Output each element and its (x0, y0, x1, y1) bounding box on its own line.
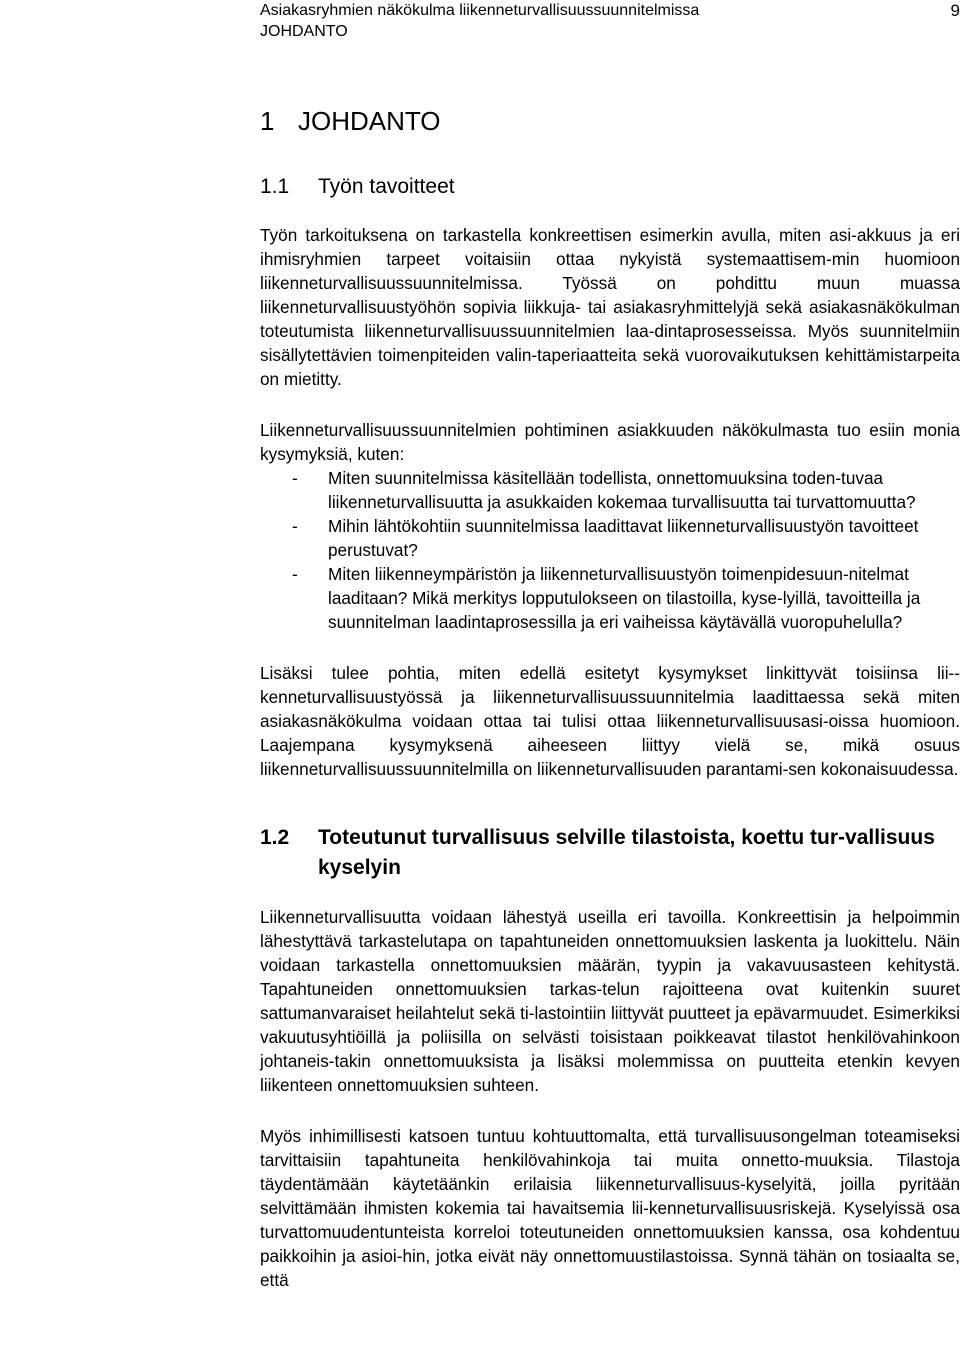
section-number: 1.2 (260, 826, 290, 849)
page-body (260, 104, 960, 1292)
paragraph: Lisäksi tulee pohtia, miten edellä esitetyt kysymykset linkittyvät toisiinsa lii-kenneturvallisuustyössä ja liikenneturvallisuussuunnitelmia laadittaessa sekä miten asiakasnäkökulma voidaan ottaa tai tulisi ottaa liikenneturvallisuusasi-oissa huomioon. Laajempana kysymyksenä aiheeseen liittyy vielä se, mikä osuus liikenneturvallisuussuunnitelmilla on liikenneturvallisuuden parantami-sen kokonaisuudessa. (260, 663, 960, 779)
dash-bullet: - (292, 468, 298, 488)
section-heading-1-1 (260, 173, 960, 201)
list-item-text: Mihin lähtökohtiin suunnitelmissa laadittavat liikenneturvallisuustyön tavoitteet perustuvat? (328, 516, 919, 560)
list-item (260, 562, 960, 634)
paragraph: Liikenneturvallisuussuunnitelmien pohtiminen asiakkuuden näkökulmasta tuo esiin monia kysymyksiä, kuten: (260, 420, 960, 464)
chapter-title: JOHDANTO (298, 106, 441, 136)
list-item-text: Miten suunnitelmissa käsitellään todellista, onnettomuuksina toden-tuvaa liikenneturvallisuutta ja asukkaiden kokemaa turvallisuutta tai turvattomuutta? (328, 468, 916, 512)
section-title: Työn tavoitteet (318, 175, 455, 198)
document-title: Asiakasryhmien näkökulma liikenneturvallisuussuunnitelmissa (260, 2, 700, 19)
question-list (260, 466, 960, 634)
list-item-text: Miten liikenneympäristön ja liikenneturvallisuustyön toimenpidesuun-nitelmat laaditaan? Mikä merkitys lopputulokseen on tilastoilla, kyse-lyillä, tavoitteilla ja suunnitelman laadintaprosessilla ja eri vaiheissa käytävällä vuoropuhelulla? (328, 564, 921, 632)
paragraph: Työn tarkoituksena on tarkastella konkreettisen esimerkin avulla, miten asi-akkuus ja eri ihmisryhmien tarpeet voitaisiin ottaa nykyistä systemaattisem-min huomioon liikenneturvallisuussuunnitelmissa. Työssä on pohdittu muun muassa liikenneturvallisuustyöhön sopivia liikkuja- tai asiakasryhmittelyjä sekä asiakasnäkökulman toteutumista liikenneturvallisuussuunnitelmien laa-dintaprosesseissa. Myös suunnitelmiin sisällytettävien toimenpiteiden valin-taperiaatteita sekä vuorovaikutuksen kehittämistarpeita on mietitty. (260, 225, 960, 389)
header-section-name: JOHDANTO (260, 23, 348, 40)
section-number: 1.1 (260, 175, 290, 198)
section-title: Toteutunut turvallisuus selville tilastoista, koettu tur-vallisuus kyselyin (318, 826, 935, 879)
list-item (260, 514, 960, 562)
chapter-heading (260, 104, 960, 138)
section-heading-1-2 (260, 823, 960, 883)
page-number: 9 (950, 1, 960, 20)
paragraph: Liikenneturvallisuutta voidaan lähestyä useilla eri tavoilla. Konkreettisin ja helpoimmin lähestyttävä tarkastelutapa on tapahtuneiden onnettomuuksien laskenta ja luokittelu. Näin voidaan tarkastella onnettomuuksien määrän, tyypin ja vakavuusasteen kehitystä. Tapahtuneiden onnettomuuksien tarkas-telun rajoitteena ovat kuitenkin suuret sattumanvaraiset heilahtelut sekä ti-lastointiin liittyvät puutteet ja epävarmuudet. Esimerkiksi vakuutusyhtiöillä ja poliisilla on selvästi toisistaan poikkeavat tilastot henkilövahinkoon johtaneis-takin onnettomuuksista ja lisäksi molemmissa on puutteita etenkin kevyen liikenteen onnettomuuksien suhteen. (260, 907, 960, 1095)
paragraph: Myös inhimillisesti katsoen tuntuu kohtuuttomalta, että turvallisuusongelman toteamiseksi tarvittaisiin tapahtuneita henkilövahinkoja tai muita onnetto-muuksia. Tilastoja täydentämään käytetäänkin erilaisia liikenneturvallisuus-kyselyitä, joilla pyritään selvittämään ihmisten kokemia tai havaitsemia lii-kenneturvallisuusriskejä. Kyselyissä osa turvattomuudentunteista korreloi toteutuneiden onnettomuuksien kanssa, osa kohdentuu paikkoihin ja asioi-hin, jotka eivät näy onnettomuustilastoissa. Synnä tähän on tosiaalta se, että (260, 1126, 960, 1290)
dash-bullet: - (292, 516, 298, 536)
chapter-number: 1 (260, 106, 275, 136)
list-item (260, 466, 960, 514)
dash-bullet: - (292, 564, 298, 584)
